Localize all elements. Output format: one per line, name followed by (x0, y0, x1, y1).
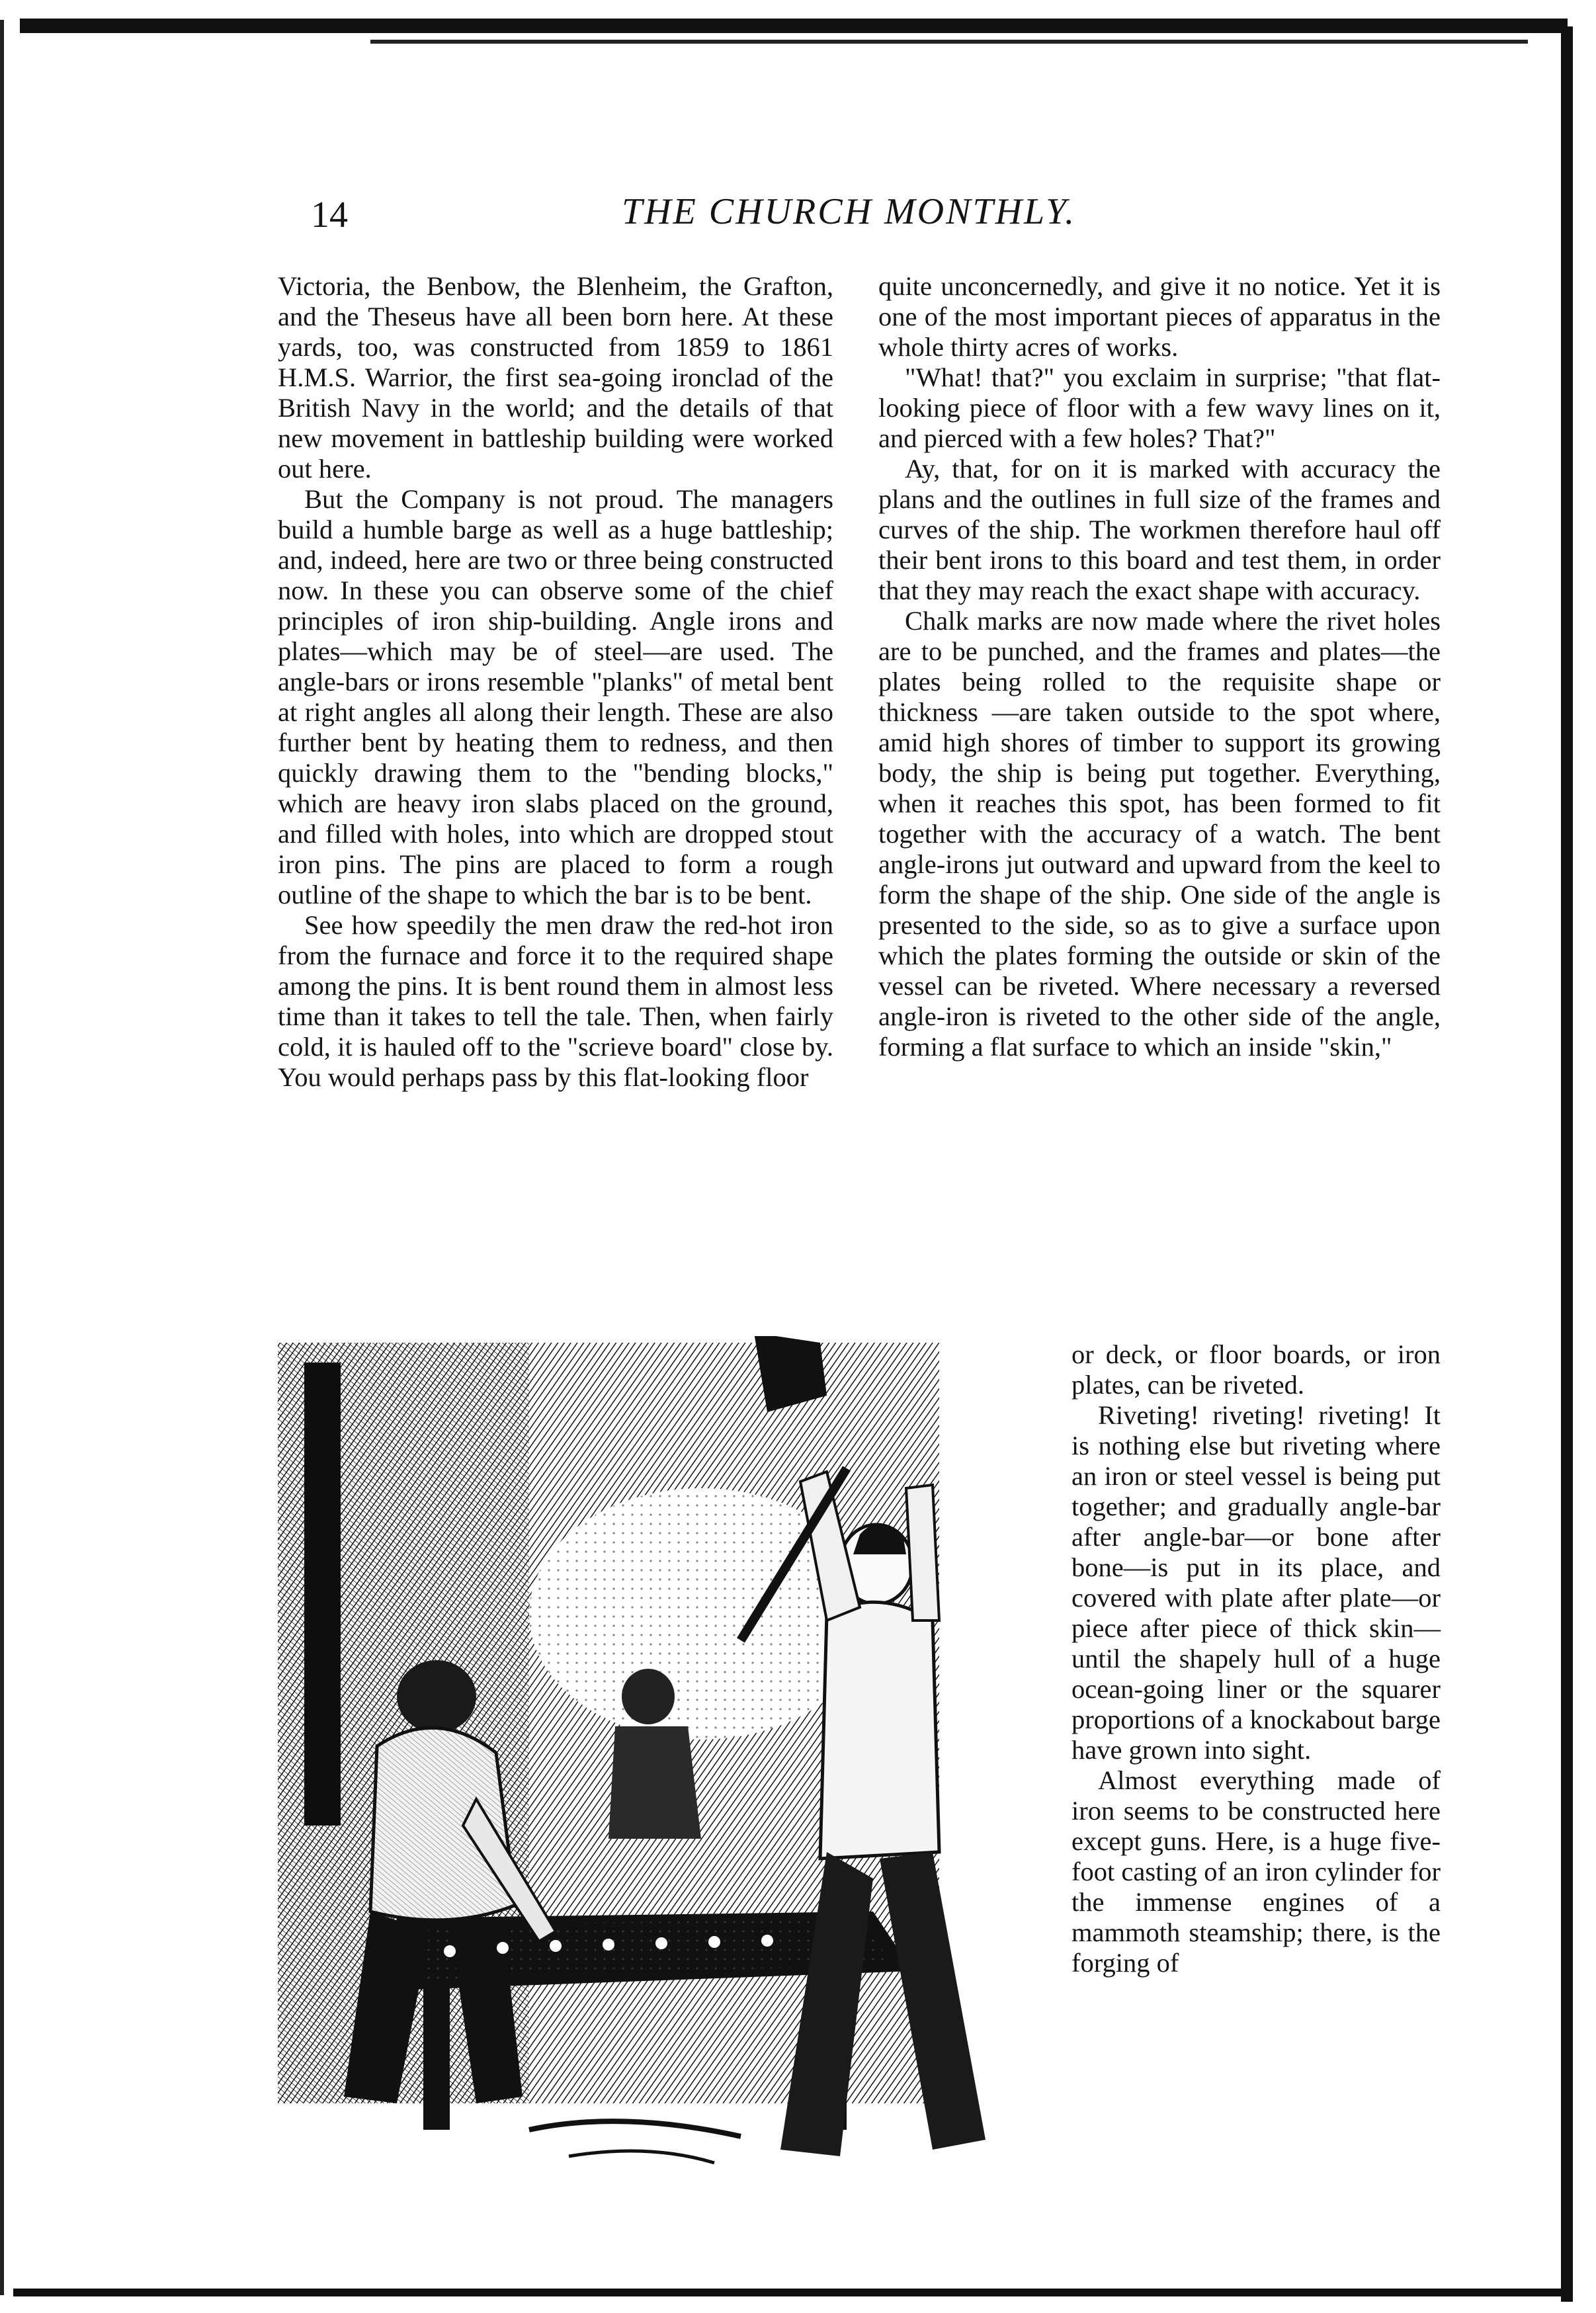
paragraph: or deck, or floor boards, or iron plates, can be riveted. (1071, 1339, 1441, 1400)
paragraph: Riveting! riveting! riveting! It is nothing else but riveting where an iron or steel vessel is being put together; and gradually angle-bar after angle-bar—or bone after bone—is put in its place, and covered with plate after plate—or piece after piece of thick skin—until the shapely hull of a huge ocean-going liner or the squarer proportions of a knockabout barge have grown into sight. (1071, 1400, 1441, 1765)
paragraph: Chalk marks are now made where the rivet holes are to be punched, and the frames and plates—the plates being rolled to the requisite shape or thickness —are taken outside to the spot where, amid high shores of timber to support its growing body, the ship is being put together. Everything, when it reaches this spot, has been formed to fit together with the accuracy of a watch. The bent angle-irons jut outward and upward from the keel to form the shape of the ship. One side of the angle is presented to the side, so as to give a surface upon which the plates forming the outside or skin of the vessel can be riveted. Where necessary a reversed angle-iron is riveted to the other side of the angle, forming a flat surface to which an inside "skin," (878, 606, 1441, 1062)
narrow-column (1071, 1339, 1441, 2173)
riveting-engraving-illustration (278, 1336, 1062, 2176)
paragraph: Victoria, the Benbow, the Blenheim, the Grafton, and the Theseus have all been born here. At these yards, too, was constructed from 1859 to 1861 H.M.S. Warrior, the first sea-going ironclad of the British Navy in the world; and the details of that new movement in battleship building were worked out here. (278, 271, 833, 484)
wall-post (304, 1363, 341, 1826)
paragraph: See how speedily the men draw the red-hot iron from the furnace and force it to the required shape among the pins. It is bent round them in almost less time than it takes to tell the tale. Then, when fairly cold, it is hauled off to the "scrieve board" close by. You would perhaps pass by this flat-looking floor (278, 910, 833, 1092)
paragraph: Almost everything made of iron seems to be constructed here except guns. Here, is a huge five-foot casting of an iron cylinder for the immense engines of a mammoth steamship; there, is the forging of (1071, 1765, 1441, 1978)
left-column (278, 271, 833, 1316)
scan-edge-top (20, 19, 1568, 33)
scan-edge-left (0, 20, 4, 2295)
scan-edge-rule (370, 40, 1528, 44)
paragraph: Ay, that, for on it is marked with accuracy the plans and the outlines in full size of the frames and curves of the ship. The workmen therefore haul off their bent irons to this board and test them, in order that they may reach the exact shape with accuracy. (878, 454, 1441, 605)
scan-edge-right (1561, 26, 1573, 2302)
page-number: 14 (311, 194, 348, 235)
scan-edge-bottom (13, 2289, 1568, 2296)
running-title: THE CHURCH MONTHLY. (622, 191, 1077, 232)
paragraph: But the Company is not proud. The managers build a humble barge as well as a huge battleship; and, indeed, here are two or three being constructed now. In these you can observe some of the chief principles of iron ship-building. Angle irons and plates—which may be of steel—are used. The angle-bars or irons resemble "planks" of metal bent at right angles all along their length. These are also further bent by heating them to redness, and then quickly drawing them to the "bending blocks," which are heavy iron slabs placed on the ground, and filled with holes, into which are dropped stout iron pins. The pins are placed to form a rough outline of the shape to which the bar is to be bent. (278, 484, 833, 909)
right-column (878, 271, 1441, 1343)
paragraph: quite unconcernedly, and give it no notice. Yet it is one of the most important pieces of apparatus in the whole thirty acres of works. (878, 271, 1441, 362)
paragraph: "What! that?" you exclaim in surprise; "that flat-looking piece of floor with a few wavy lines on it, and pierced with a few holes? That?" (878, 362, 1441, 453)
